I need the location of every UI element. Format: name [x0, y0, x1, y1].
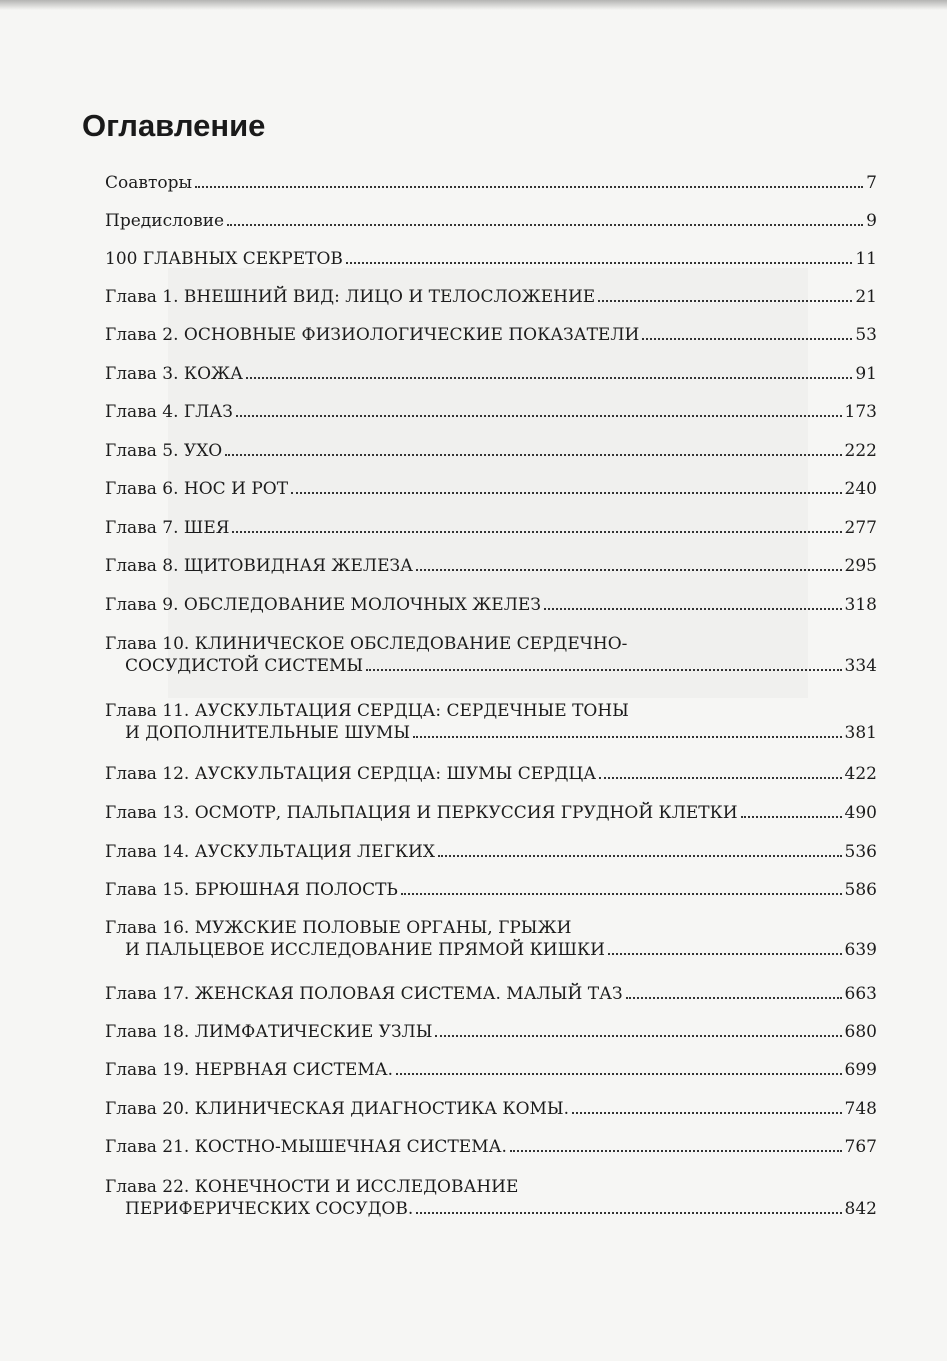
toc-entry-chapter-21[interactable] — [105, 1136, 877, 1158]
leader-dots — [366, 669, 841, 671]
toc-entry-page: 490 — [844, 803, 877, 823]
toc-entry-chapter-7[interactable] — [105, 517, 877, 539]
leader-dots — [291, 492, 842, 494]
toc-entry-chapter-4[interactable] — [105, 401, 877, 423]
toc-entry-chapter-12[interactable] — [105, 763, 877, 785]
toc-entry-chapter-11[interactable] — [105, 700, 877, 744]
leader-dots — [608, 953, 842, 955]
toc-entry-chapter-6[interactable] — [105, 478, 877, 500]
toc-entry-label: Глава 19. НЕРВНАЯ СИСТЕМА. — [105, 1060, 394, 1080]
toc-entry-page: 295 — [844, 556, 877, 576]
toc-entry-page: 334 — [844, 656, 877, 676]
toc-entry-chapter-13[interactable] — [105, 802, 877, 824]
toc-entry-label: Глава 12. АУСКУЛЬТАЦИЯ СЕРДЦА: ШУМЫ СЕРДЦА — [105, 764, 597, 784]
toc-entry-page: 318 — [844, 595, 877, 615]
toc-entry-page: 9 — [866, 211, 877, 231]
toc-entry-page: 422 — [844, 764, 877, 784]
toc-entry-label: СОСУДИСТОЙ СИСТЕМЫ — [125, 656, 364, 676]
toc-entry-label: Глава 2. ОСНОВНЫЕ ФИЗИОЛОГИЧЕСКИЕ ПОКАЗАТЕЛИ — [105, 325, 640, 345]
leader-dots — [438, 855, 842, 857]
leader-dots — [346, 262, 852, 264]
leader-dots — [225, 454, 841, 456]
toc-entry-label: Глава 9. ОБСЛЕДОВАНИЕ МОЛОЧНЫХ ЖЕЛЕЗ — [105, 595, 541, 615]
leader-dots — [510, 1150, 842, 1152]
toc-entry-chapter-22[interactable] — [105, 1176, 877, 1220]
toc-entry-label-line1: Глава 11. АУСКУЛЬТАЦИЯ СЕРДЦА: СЕРДЕЧНЫЕ ТОНЫ — [105, 701, 629, 721]
toc-entry-label: 100 ГЛАВНЫХ СЕКРЕТОВ — [105, 249, 343, 269]
toc-entry-page: 53 — [855, 325, 877, 345]
leader-dots — [413, 736, 841, 738]
toc-entry-label: Глава 17. ЖЕНСКАЯ ПОЛОВАЯ СИСТЕМА. МАЛЫЙ ТАЗ — [105, 984, 623, 1004]
toc-entry-chapter-3[interactable] — [105, 363, 877, 385]
toc-entry-chapter-9[interactable] — [105, 594, 877, 616]
leader-dots — [396, 1073, 842, 1075]
toc-entry-chapter-18[interactable] — [105, 1021, 877, 1043]
toc-entry-chapter-20[interactable] — [105, 1098, 877, 1120]
leader-dots — [599, 777, 841, 779]
toc-entry-chapter-14[interactable] — [105, 841, 877, 863]
toc-entry-label: Глава 18. ЛИМФАТИЧЕСКИЕ УЗЛЫ — [105, 1022, 433, 1042]
toc-entry-label: Глава 1. ВНЕШНИЙ ВИД: ЛИЦО И ТЕЛОСЛОЖЕНИЕ — [105, 287, 596, 307]
toc-entry-label: Глава 14. АУСКУЛЬТАЦИЯ ЛЕГКИХ — [105, 842, 435, 862]
leader-dots — [401, 893, 842, 895]
toc-entry-label: Глава 13. ОСМОТР, ПАЛЬПАЦИЯ И ПЕРКУССИЯ ГРУДНОЙ КЛЕТКИ — [105, 803, 738, 823]
toc-entry-label: И ПАЛЬЦЕВОЕ ИССЛЕДОВАНИЕ ПРЯМОЙ КИШКИ — [125, 940, 606, 960]
toc-entry-page: 586 — [844, 880, 877, 900]
leader-dots — [642, 338, 852, 340]
toc-entry-label: Глава 5. УХО — [105, 441, 223, 461]
toc-entry-label: Глава 7. ШЕЯ — [105, 518, 230, 538]
toc-entry-page: 91 — [855, 364, 877, 384]
leader-dots — [572, 1112, 841, 1114]
toc-entry-label: Глава 4. ГЛАЗ — [105, 402, 233, 422]
toc-entry-page: 748 — [844, 1099, 877, 1119]
toc-entry-page: 240 — [844, 479, 877, 499]
toc-entry-chapter-10[interactable] — [105, 633, 877, 677]
toc-entry-label: ПЕРИФЕРИЧЕСКИХ СОСУДОВ. — [125, 1199, 414, 1219]
leader-dots — [626, 997, 842, 999]
toc-entry-page: 536 — [844, 842, 877, 862]
toc-entry-top-secrets[interactable] — [105, 248, 877, 270]
toc-entry-label: Глава 6. НОС И РОТ — [105, 479, 289, 499]
leader-dots — [195, 186, 863, 188]
toc-entry-coauthors[interactable] — [105, 172, 877, 194]
toc-entry-chapter-5[interactable] — [105, 440, 877, 462]
leader-dots — [741, 816, 842, 818]
toc-entry-label-line1: Глава 10. КЛИНИЧЕСКОЕ ОБСЛЕДОВАНИЕ СЕРДЕЧНО- — [105, 634, 628, 654]
toc-entry-page: 222 — [844, 441, 877, 461]
toc-entry-page: 21 — [855, 287, 877, 307]
leader-dots — [435, 1035, 841, 1037]
toc-entry-page: 663 — [844, 984, 877, 1004]
toc-entry-page: 277 — [844, 518, 877, 538]
leader-dots — [232, 531, 841, 533]
leader-dots — [236, 415, 842, 417]
toc-entry-label: Глава 21. КОСТНО-МЫШЕЧНАЯ СИСТЕМА. — [105, 1137, 507, 1157]
leader-dots — [598, 300, 852, 302]
toc-entry-label: И ДОПОЛНИТЕЛЬНЫЕ ШУМЫ — [125, 723, 411, 743]
toc-entry-chapter-16[interactable] — [105, 917, 877, 961]
toc-entry-label: Соавторы — [105, 173, 193, 193]
toc-entry-preface[interactable] — [105, 210, 877, 232]
toc-entry-chapter-2[interactable] — [105, 324, 877, 346]
toc-entry-page: 639 — [844, 940, 877, 960]
toc-entry-label-line1: Глава 16. МУЖСКИЕ ПОЛОВЫЕ ОРГАНЫ, ГРЫЖИ — [105, 918, 572, 938]
toc-entry-label: Предисловие — [105, 211, 225, 231]
toc-entry-label: Глава 3. КОЖА — [105, 364, 243, 384]
toc-entry-page: 11 — [855, 249, 877, 269]
leader-dots — [416, 569, 842, 571]
leader-dots — [416, 1212, 841, 1214]
toc-entry-page: 680 — [844, 1022, 877, 1042]
toc-entry-page: 842 — [844, 1199, 877, 1219]
toc-entry-page: 173 — [844, 402, 877, 422]
toc-entry-chapter-1[interactable] — [105, 286, 877, 308]
toc-entry-label: Глава 8. ЩИТОВИДНАЯ ЖЕЛЕЗА — [105, 556, 413, 576]
toc-entry-page: 7 — [866, 173, 877, 193]
leader-dots — [227, 224, 863, 226]
toc-entry-chapter-17[interactable] — [105, 983, 877, 1005]
toc-entry-chapter-15[interactable] — [105, 879, 877, 901]
toc-entry-page: 699 — [844, 1060, 877, 1080]
toc-entry-label: Глава 15. БРЮШНАЯ ПОЛОСТЬ — [105, 880, 398, 900]
toc-entry-page: 767 — [844, 1137, 877, 1157]
page-title: Оглавление — [82, 108, 266, 143]
toc-entry-chapter-8[interactable] — [105, 555, 877, 577]
toc-entry-page: 381 — [844, 723, 877, 743]
toc-entry-label: Глава 20. КЛИНИЧЕСКАЯ ДИАГНОСТИКА КОМЫ. — [105, 1099, 570, 1119]
toc-entry-label-line1: Глава 22. КОНЕЧНОСТИ И ИССЛЕДОВАНИЕ — [105, 1177, 519, 1197]
leader-dots — [544, 608, 842, 610]
leader-dots — [246, 377, 852, 379]
toc-entry-chapter-19[interactable] — [105, 1059, 877, 1081]
